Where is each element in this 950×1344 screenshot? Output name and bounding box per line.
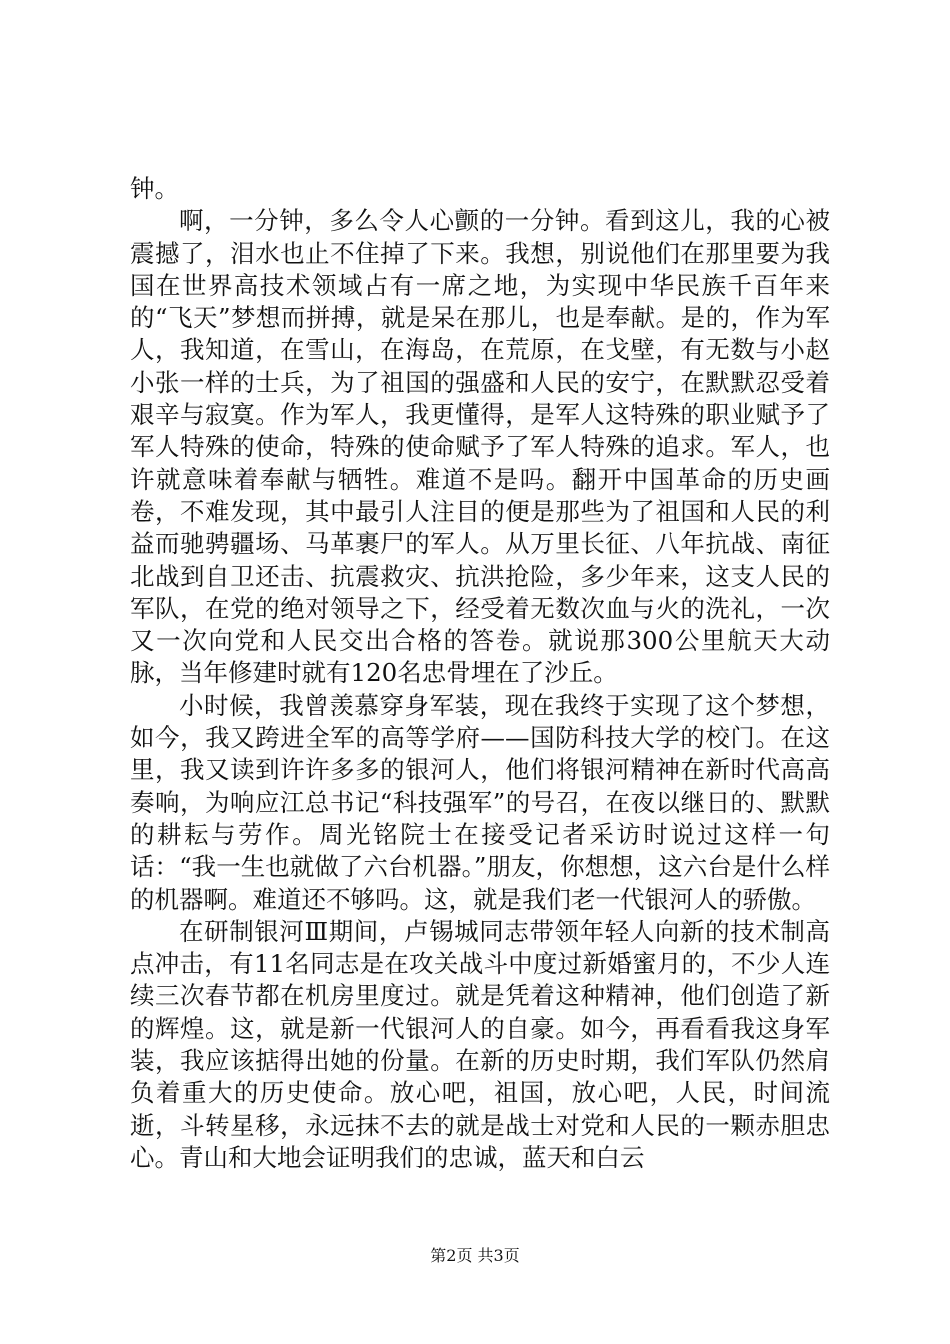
- paragraph-3: 小时候，我曾羡慕穿身军装，现在我终于实现了这个梦想，如今，我又跨进全军的高等学府——国防科技大学的校门。在这里，我又读到许许多多的银河人，他们将银河精神在新时代高高奏响，为响应江总书记“科技强军”的号召，在夜以继日的、默默的耕耘与劳作。周光铭院士在接受记者采访时说过这样一句话：“我一生也就做了六台机器。”朋友，你想想，这六台是什么样的机器啊。难道还不够吗。这，就是我们老一代银河人的骄傲。: [130, 690, 830, 914]
- paragraph-4: 在研制银河Ⅲ期间，卢锡城同志带领年轻人向新的技术制高点冲击，有11名同志是在攻关战斗中度过新婚蜜月的，不少人连续三次春节都在机房里度过。就是凭着这种精神，他们创造了新的辉煌。这，就是新一代银河人的自豪。如今，再看看我这身军装，我应该掂得出她的份量。在新的历史时期，我们军队仍然肩负着重大的历史使命。放心吧，祖国，放心吧，人民，时间流逝，斗转星移，永远抹不去的就是战士对党和人民的一颗赤胆忠心。青山和大地会证明我们的忠诚，蓝天和白云: [130, 916, 830, 1172]
- document-body: [130, 173, 830, 1174]
- paragraph-2: 啊，一分钟，多么令人心颤的一分钟。看到这儿，我的心被震撼了，泪水也止不住掉了下来。我想，别说他们在那里要为我国在世界高技术领域占有一席之地，为实现中华民族千百年来的“飞天”梦想而拼搏，就是呆在那儿，也是奉献。是的，作为军人，我知道，在雪山，在海岛，在荒原，在戈壁，有无数与小赵小张一样的士兵，为了祖国的强盛和人民的安宁，在默默忍受着艰辛与寂寞。作为军人，我更懂得，是军人这特殊的职业赋予了军人特殊的使命，特殊的使命赋予了军人特殊的追求。军人，也许就意味着奉献与牺牲。难道不是吗。翻开中国革命的历史画卷，不难发现，其中最引人注目的便是那些为了祖国和人民的利益而驰骋疆场、马革裹尸的军人。从万里长征、八年抗战、南征北战到自卫还击、抗震救灾、抗洪抢险，多少年来，这支人民的军队，在党的绝对领导之下，经受着无数次血与火的洗礼，一次又一次向党和人民交出合格的答卷。就说那300公里航天大动脉，当年修建时就有120名忠骨埋在了沙丘。: [130, 206, 830, 688]
- page-number: 第2页 共3页: [430, 1246, 520, 1265]
- page-footer: [0, 1246, 950, 1266]
- paragraph-1: 钟。: [130, 174, 179, 203]
